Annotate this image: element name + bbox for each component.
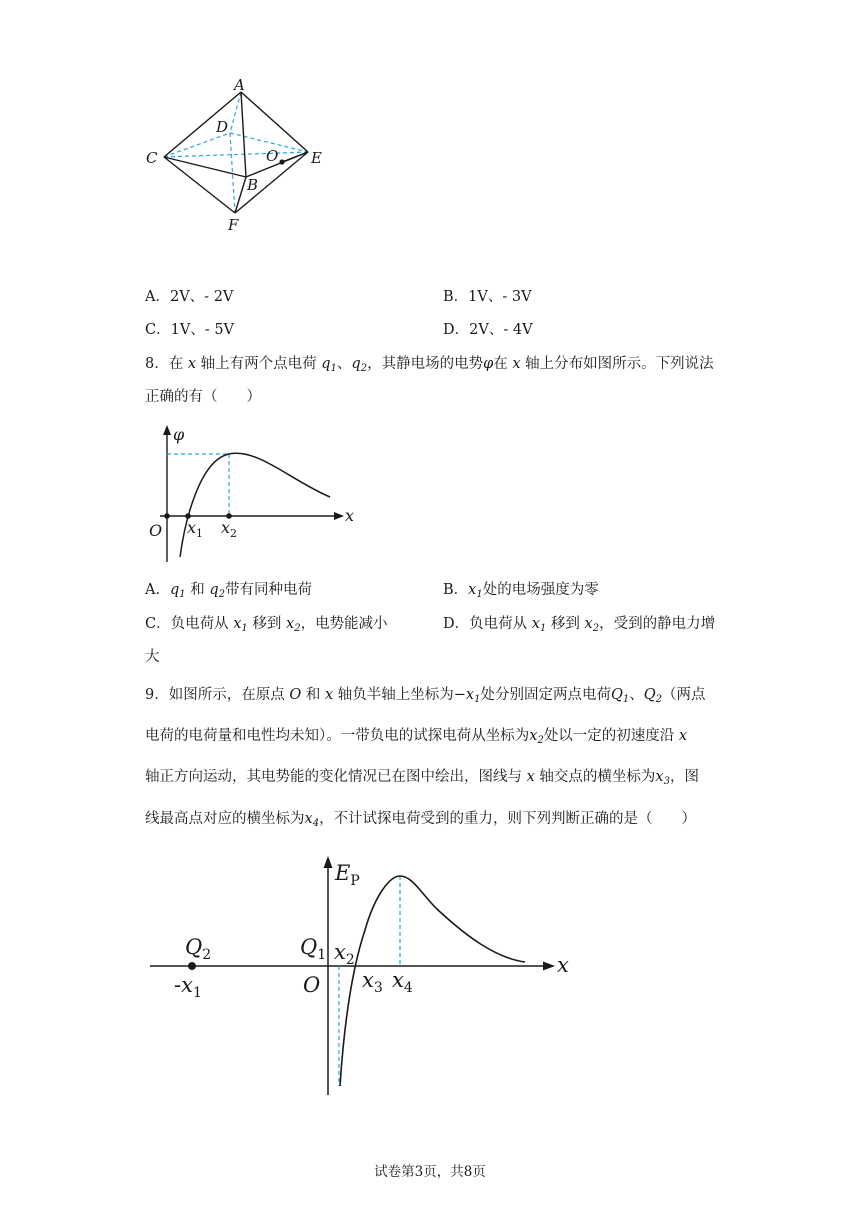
q9-stem-line1: 9．如图所示，在原点 O 和 x 轴负半轴上坐标为$-x_1$处分别固定两点电荷$Q_1$、$Q_2$（两点 — [145, 687, 706, 705]
page-footer: 试卷第3页，共8页 — [374, 1164, 486, 1180]
label-C: C — [146, 149, 158, 167]
q8-stem-line2: 正确的有（ ） — [145, 389, 261, 405]
q8-label-origin: O — [149, 521, 163, 540]
q9-label-x4: $x_4$ — [392, 968, 413, 996]
edge-CD — [164, 133, 230, 157]
q7-option-a: A．2V、- 2V — [145, 289, 234, 305]
q9-label-x2: $x_2$ — [334, 940, 355, 968]
edge-CE — [164, 152, 308, 157]
q9-stem-line4: 线最高点对应的横坐标为$x_4$，不计试探电荷受到的重力，则下列判断正确的是（ ） — [145, 811, 697, 829]
label-F: F — [228, 216, 239, 234]
q8-label-x2: $x_2$ — [221, 518, 238, 540]
q9-label-q2: $Q_2$ — [185, 935, 212, 963]
q9-point-q2 — [188, 962, 196, 970]
label-A: A — [234, 76, 245, 94]
edge-AE — [241, 92, 308, 152]
q9-label-q1: $Q_1$ — [300, 935, 327, 963]
segment-OE — [282, 152, 308, 162]
q8-label-x1: $x_1$ — [187, 518, 204, 540]
q9-label-ep: $E_P$ — [335, 861, 360, 889]
q8-point-origin — [164, 513, 170, 519]
label-O: O — [266, 147, 279, 165]
octahedron-figure — [140, 70, 340, 240]
q9-label-x3: $x_3$ — [362, 968, 383, 996]
q7-option-c: C．1V、- 5V — [145, 322, 235, 338]
q8-option-b: B．$x_1$处的电场强度为零 — [443, 582, 599, 600]
label-D: D — [216, 118, 229, 136]
q7-option-d: D．2V、- 4V — [443, 322, 533, 338]
q9-stem-line2: 电荷的电荷量和电性均未知）。一带负电的试探电荷从坐标为$x_2$处以一定的初速度沿 x — [145, 728, 688, 746]
q8-option-a: A．$q_1$ 和 $q_2$带有同种电荷 — [145, 582, 313, 600]
q9-potential-energy-graph — [140, 850, 580, 1100]
edge-AD — [230, 92, 241, 133]
q7-option-b: B．1V、- 3V — [443, 289, 532, 305]
q8-option-d: D．负电荷从 $x_1$ 移到 $x_2$，受到的静电力增 — [443, 616, 716, 634]
q8-potential-graph — [140, 418, 370, 568]
q8-potential-curve — [180, 453, 330, 557]
q9-stem-line3: 轴正方向运动，其电势能的变化情况已在图中绘出，图线与 x 轴交点的横坐标为$x_3$，图 — [145, 769, 699, 787]
q8-label-x-axis: x — [345, 506, 355, 525]
q8-label-phi: φ — [173, 425, 185, 444]
label-B: B — [247, 176, 259, 194]
q9-label-neg-x1: $-x_1$ — [174, 973, 202, 1001]
q8-option-c: C．负电荷从 $x_1$ 移到 $x_2$，电势能减小 — [145, 616, 388, 634]
q9-label-x-axis: x — [557, 953, 569, 977]
edge-AB — [241, 92, 246, 177]
point-O — [279, 159, 284, 164]
q9-label-origin: O — [303, 973, 321, 997]
label-E: E — [311, 149, 322, 167]
q8-stem-line1: 8．在 x 轴上有两个点电荷 $q_1$、$q_2$，其静电场的电势φ在 x 轴上分布如图所示。下列说法 — [145, 356, 714, 374]
q8-option-d-wrap: 大 — [145, 649, 160, 665]
edge-AC — [164, 92, 241, 157]
